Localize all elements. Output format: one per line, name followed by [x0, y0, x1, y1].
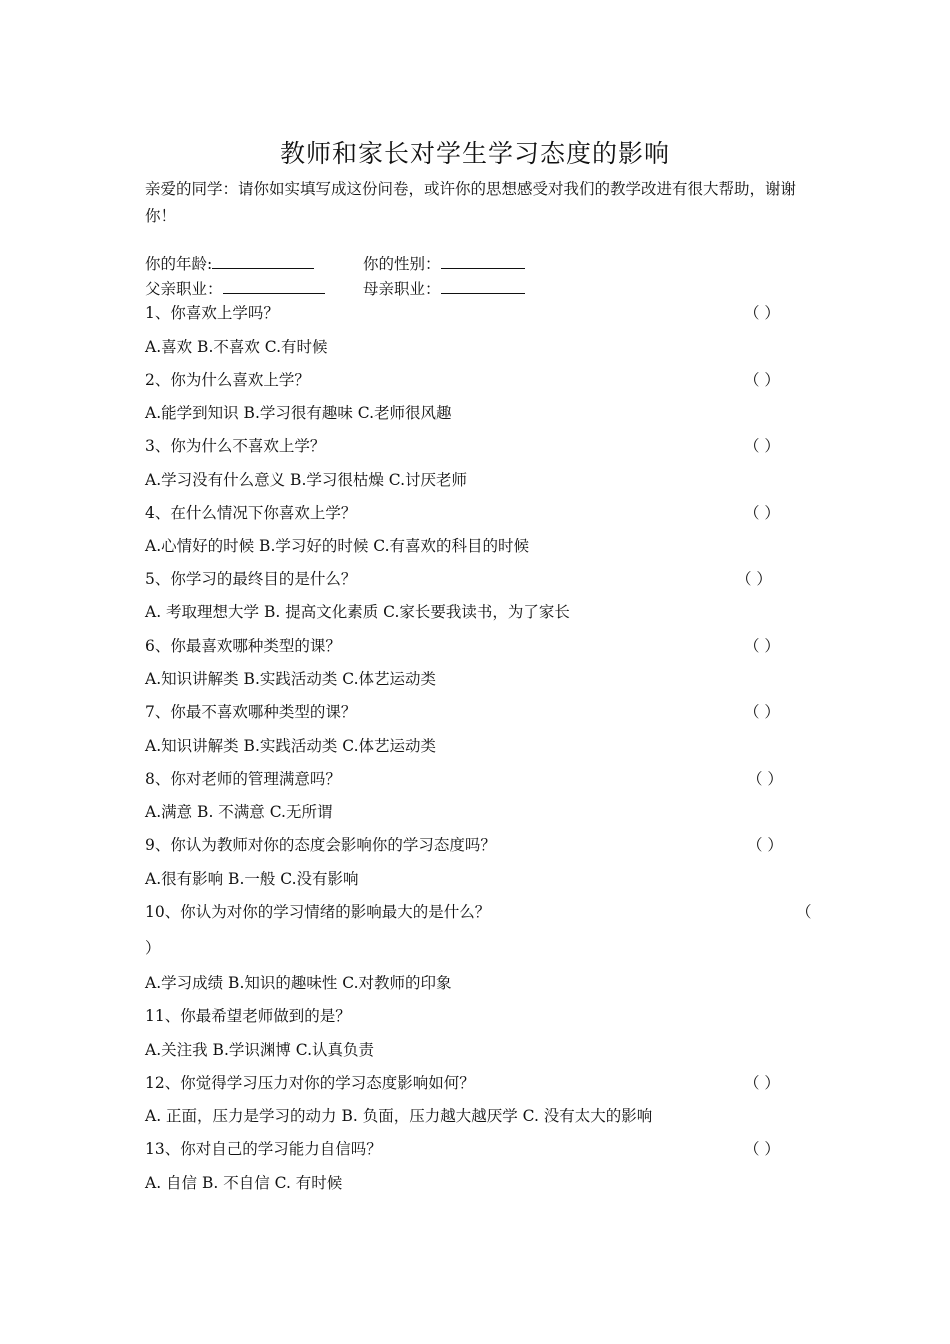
- question-2: 2、你为什么喜欢上学？: [145, 371, 310, 389]
- question-4: 4、在什么情况下你喜欢上学？: [145, 504, 357, 522]
- answer-box-7[interactable]: （ ）: [744, 703, 780, 721]
- answer-box-10-close[interactable]: ）: [145, 939, 161, 957]
- mother-label: 母亲职业：: [363, 280, 441, 298]
- age-label: 你的年龄:: [145, 255, 213, 273]
- question-13: 13、你对自己的学习能力自信吗？: [145, 1140, 382, 1158]
- answer-box-9[interactable]: （ ）: [747, 836, 783, 854]
- question-6: 6、你最喜欢哪种类型的课？: [145, 637, 341, 655]
- question-12: 12、你觉得学习压力对你的学习态度影响如何？: [145, 1074, 475, 1092]
- options-8: A.满意 B. 不满意 C.无所谓: [145, 803, 333, 821]
- gender-field[interactable]: [363, 252, 525, 274]
- age-field[interactable]: [145, 252, 314, 274]
- answer-box-12[interactable]: （ ）: [744, 1074, 780, 1092]
- options-11: A.关注我 B.学识渊博 C.认真负责: [145, 1041, 375, 1059]
- options-2: A.能学到知识 B.学习很有趣味 C.老师很风趣: [145, 404, 452, 422]
- answer-box-1[interactable]: （ ）: [744, 304, 780, 322]
- answer-box-3[interactable]: （ ）: [744, 437, 780, 455]
- answer-box-13[interactable]: （ ）: [744, 1140, 780, 1158]
- father-label: 父亲职业：: [145, 280, 223, 298]
- mother-field[interactable]: [363, 277, 525, 299]
- question-1: 1、你喜欢上学吗？: [145, 304, 279, 322]
- options-3: A.学习没有什么意义 B.学习很枯燥 C.讨厌老师: [145, 471, 468, 489]
- question-5: 5、你学习的最终目的是什么？: [145, 570, 357, 588]
- question-7: 7、你最不喜欢哪种类型的课？: [145, 703, 357, 721]
- options-5: A. 考取理想大学 B. 提高文化素质 C.家长要我读书，为了家长: [145, 603, 570, 621]
- options-6: A.知识讲解类 B.实践活动类 C.体艺运动类: [145, 670, 437, 688]
- options-12: A. 正面，压力是学习的动力 B. 负面，压力越大越厌学 C. 没有太大的影响: [145, 1107, 653, 1125]
- gender-label: 你的性别：: [363, 255, 441, 273]
- options-10: A.学习成绩 B.知识的趣味性 C.对教师的印象: [145, 974, 452, 992]
- question-10: 10、你认为对你的学习情绪的影响最大的是什么？: [145, 903, 491, 921]
- answer-box-4[interactable]: （ ）: [744, 504, 780, 522]
- mother-blank[interactable]: [441, 279, 525, 294]
- options-4: A.心情好的时候 B.学习好的时候 C.有喜欢的科目的时候: [145, 537, 530, 555]
- question-9: 9、你认为教师对你的态度会影响你的学习态度吗？: [145, 836, 496, 854]
- options-7: A.知识讲解类 B.实践活动类 C.体艺运动类: [145, 737, 437, 755]
- page-title: 教师和家长对学生学习态度的影响: [279, 139, 670, 168]
- answer-box-2[interactable]: （ ）: [744, 371, 780, 389]
- age-blank[interactable]: [212, 254, 314, 269]
- options-1: A.喜欢 B.不喜欢 C.有时候: [145, 338, 328, 356]
- gender-blank[interactable]: [441, 254, 525, 269]
- intro-text: 亲爱的同学：请你如实填写成这份问卷，或许你的思想感受对我们的教学改进有很大帮助，谢谢你！: [145, 180, 797, 225]
- father-field[interactable]: [145, 277, 325, 299]
- answer-box-6[interactable]: （ ）: [744, 637, 780, 655]
- father-blank[interactable]: [223, 279, 325, 294]
- question-3: 3、你为什么不喜欢上学？: [145, 437, 326, 455]
- answer-box-8[interactable]: （ ）: [747, 770, 783, 788]
- options-13: A. 自信 B. 不自信 C. 有时候: [145, 1174, 343, 1192]
- question-11: 11、你最希望老师做到的是？: [145, 1007, 351, 1025]
- question-8: 8、你对老师的管理满意吗？: [145, 770, 341, 788]
- options-9: A.很有影响 B.一般 C.没有影响: [145, 870, 359, 888]
- answer-box-5[interactable]: （ ）: [736, 570, 772, 588]
- answer-box-10-open[interactable]: （: [796, 903, 812, 921]
